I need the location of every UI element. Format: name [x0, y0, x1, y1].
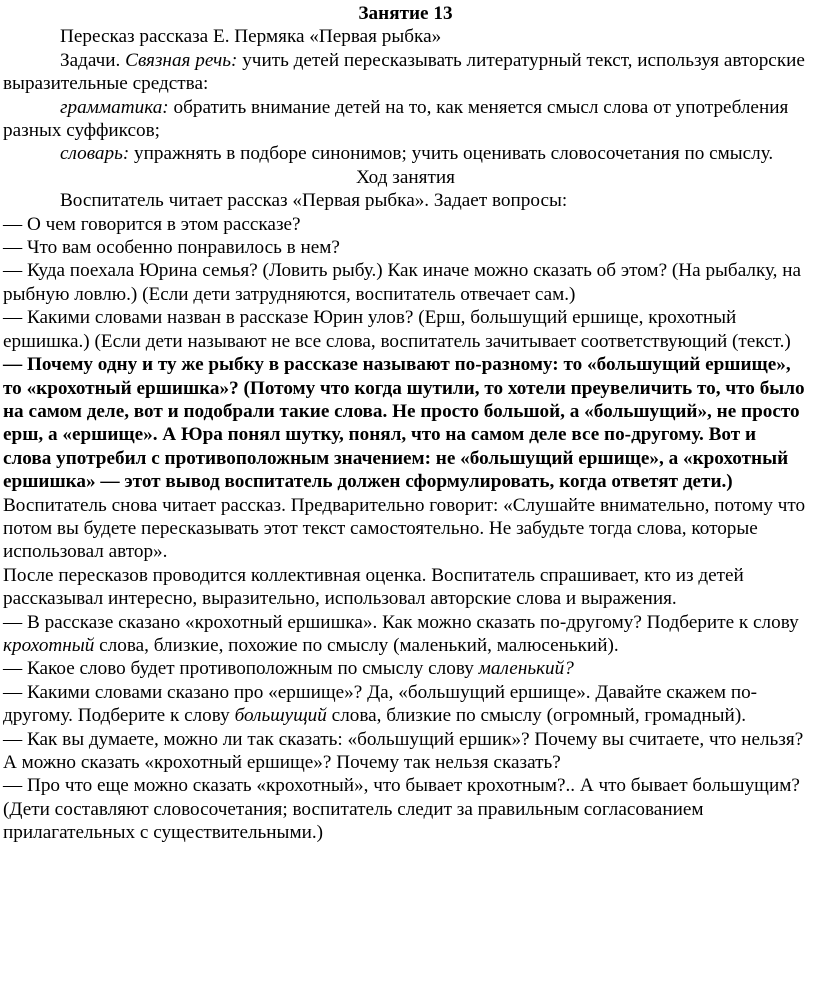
- speech-text: учить детей пересказывать литературный текст, используя авторские выразительные средства:: [3, 49, 805, 95]
- grammar-paragraph: [3, 96, 808, 143]
- word-bolshushchy: большущий: [234, 705, 327, 727]
- question-item: — Куда поехала Юрина семья? (Ловить рыбу.) Как иначе можно сказать об этом? (На рыбалку, на рыбную ловлю.) (Если дети затрудняются, воспитатель отвечает сам.): [3, 260, 802, 305]
- question-think: — Как вы думаете, можно ли так сказать: «большущий ершик»? Почему вы считаете, что нельзя? А можно сказать «крохотный ершище»? Почему так нельзя сказать?: [3, 728, 804, 773]
- reread-paragraph: Воспитатель снова читает рассказ. Предварительно говорит: «Слушайте внимательно, потому что потом вы будете пересказывать этот текст самостоятельно. Не забудьте тогда слова, которые использовал автор».: [3, 494, 806, 563]
- vocab-label: словарь:: [60, 143, 130, 165]
- question-other: — Про что еще можно сказать «крохотный», что бывает крохотным?.. А что бывает большущим? (Дети составляют словосочетания; воспитатель следит за правильным согласованием прилагательных с существительными.): [3, 775, 800, 844]
- evaluation-paragraph: После пересказов проводится коллективная оценка. Воспитатель спрашивает, кто из детей рассказывал интересно, выразительно, использовал авторские слова и выражения.: [3, 564, 744, 610]
- word-malenky: маленький?: [478, 658, 574, 680]
- question-opposite-before: — Какое слово будет противоположным по смыслу слову: [3, 658, 479, 680]
- grammar-text: обратить внимание детей на то, как меняется смысл слова от употребления разных суффиксов;: [3, 96, 789, 142]
- question-small-before: — В рассказе сказано «крохотный ершишка». Как можно сказать по-другому? Подберите к слову: [3, 611, 799, 633]
- tasks-paragraph: [3, 49, 808, 96]
- question-item: — О чем говорится в этом рассказе?: [3, 213, 301, 235]
- question-item: — Какими словами назван в рассказе Юрин улов? (Ерш, большущий ершище, крохотный ершишка.) (Если дети называют не все слова, воспитатель зачитывает соответствующий (текст.): [3, 307, 791, 352]
- question-small: [3, 611, 808, 658]
- vocab-paragraph: [3, 142, 808, 165]
- bold-question: — Почему одну и ту же рыбку в рассказе называют по-разному: то «большущий ершище», то «крохотный ершишка»? (Потому что когда шутили, то хотели преувеличить то, что было на самом деле, вот и подобрали такие слова. Не просто большой, а «большущий», не просто ерш, а «ершище». А Юра понял шутку, понял, что на самом деле все по-другому. Вот и слова употребил с противоположным значением: не «большущий ершище», а «крохотный ершишка» — этот вывод воспитатель должен сформулировать, когда ответят дети.): [3, 354, 805, 493]
- question-item: — Что вам особенно понравилось в нем?: [3, 237, 340, 259]
- section-heading: Ход занятия: [356, 166, 455, 188]
- question-big: [3, 681, 808, 728]
- question-opposite: [3, 657, 808, 680]
- speech-label: Связная речь:: [125, 49, 238, 71]
- vocab-text: упражнять в подборе синонимов; учить оценивать словосочетания по смыслу.: [134, 143, 774, 165]
- question-small-after: слова, близкие, похожие по смыслу (маленький, малюсенький).: [94, 634, 619, 656]
- question-big-before: — Какими словами сказано про «ершище»? Да, «большущий ершище». Давайте скажем по-другому. Подберите к слову: [3, 681, 758, 727]
- grammar-label: грамматика:: [60, 96, 169, 118]
- tasks-label: Задачи.: [60, 49, 121, 71]
- lesson-subtitle: Пересказ рассказа Е. Пермяка «Первая рыбка»: [60, 26, 442, 48]
- word-krokhotny: крохотный: [3, 634, 95, 656]
- intro-paragraph: Воспитатель читает рассказ «Первая рыбка». Задает вопросы:: [60, 190, 568, 212]
- lesson-title: Занятие 13: [358, 3, 453, 24]
- question-big-after: слова, близкие по смыслу (огромный, громадный).: [326, 705, 747, 727]
